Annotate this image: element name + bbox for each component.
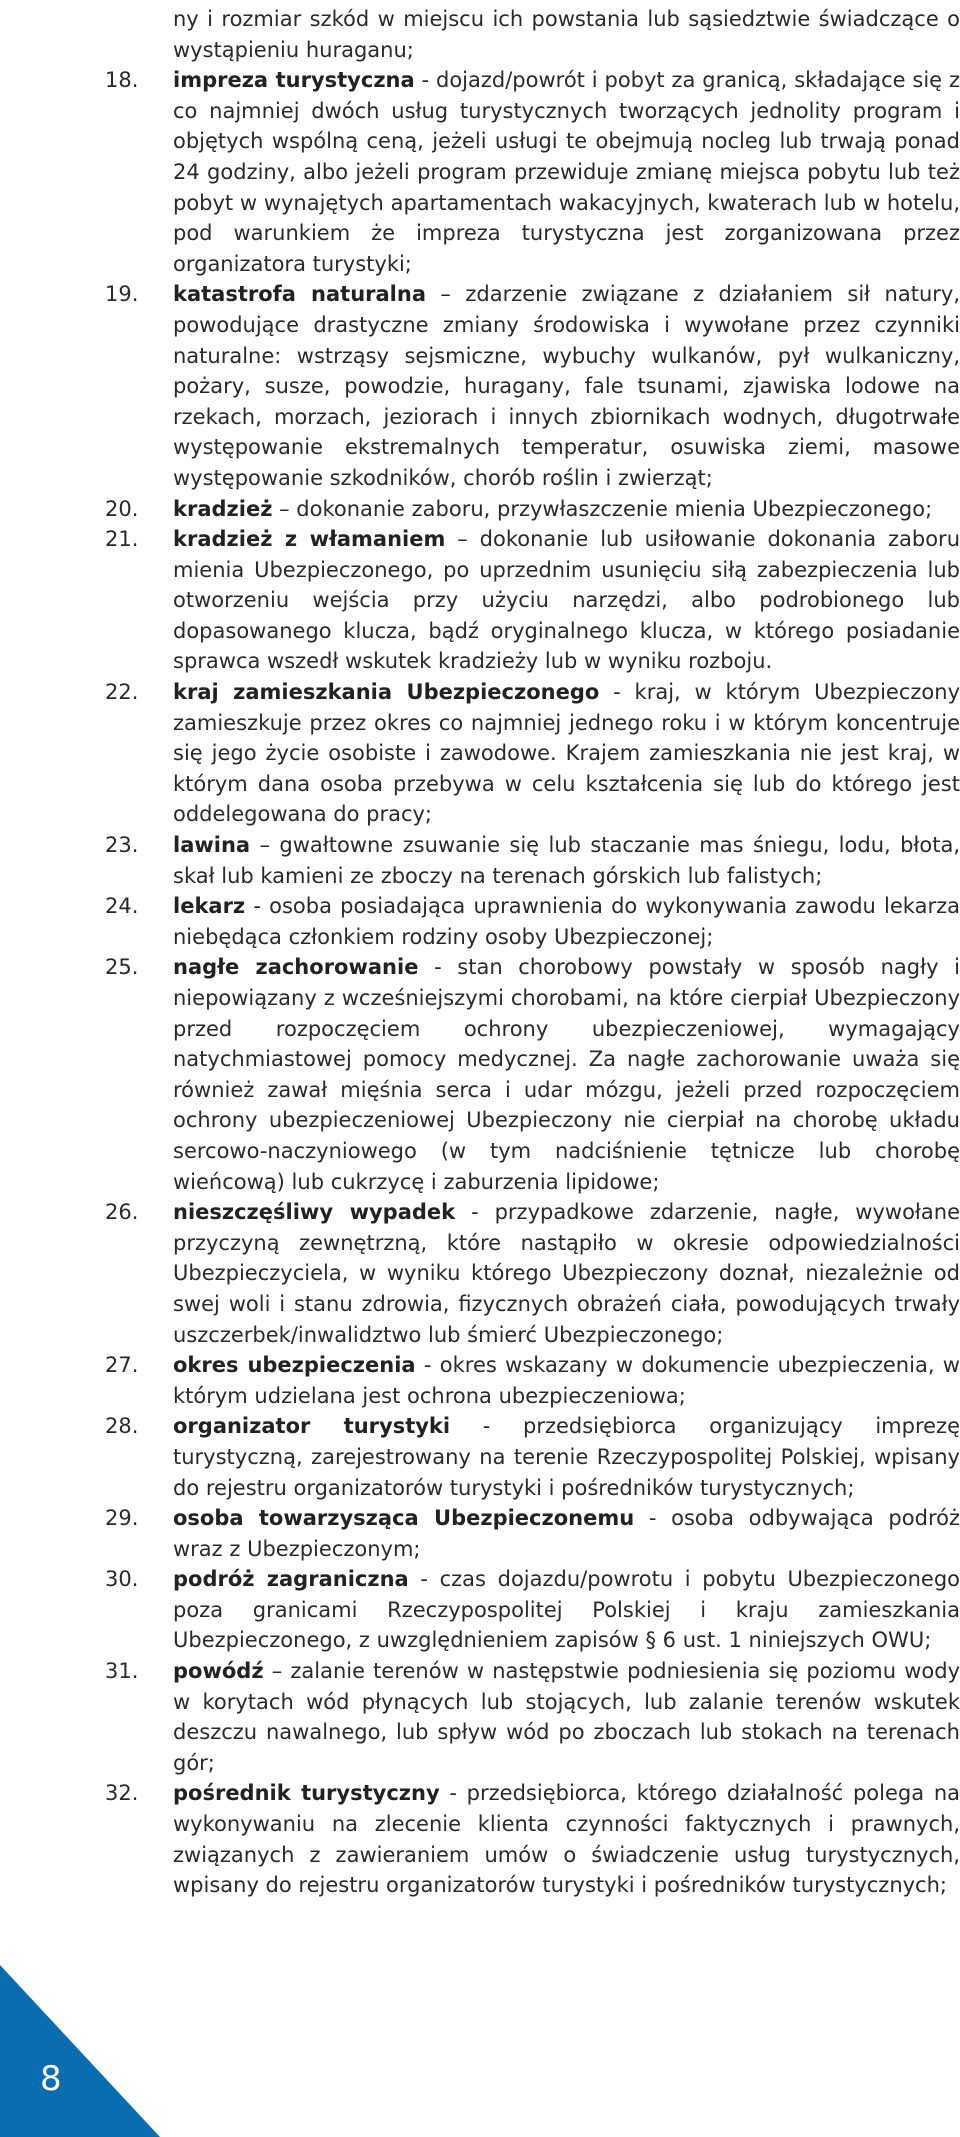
definition-term: kradzież z włamaniem	[173, 527, 446, 552]
definition-item-27	[105, 1350, 960, 1411]
definition-text	[173, 4, 960, 65]
definition-body: - dojazd/powrót i pobyt za granicą, składające się z co najmniej dwóch usług turystycznych tworzących jednolity program i objętych wspólną ceną, jeżeli usługi te obejmują nocleg lub trwają ponad 24 godziny, albo jeżeli program przewiduje zmianę miejsca pobytu lub też pobyt w wynajętych apartamentach wakacyjnych, kwaterach lub w hotelu, pod warunkiem że impreza turystyczna jest zorganizowana przez organizatora turystyki;	[173, 68, 960, 276]
item-number: 22.	[105, 680, 139, 705]
definition-term: pośrednik turystyczny	[173, 1781, 440, 1806]
definition-body: - okres wskazany w dokumencie ubezpieczenia, w którym udzielana jest ochrona ubezpieczeniowa;	[173, 1353, 960, 1408]
definition-text	[173, 1197, 960, 1350]
definition-body: - osoba posiadająca uprawnienia do wykonywania zawodu lekarza niebędąca członkiem rodziny osoby Ubezpieczonej;	[173, 894, 960, 949]
definition-body: - przypadkowe zdarzenie, nagłe, wywołane przyczyną zewnętrzną, które nastąpiło w okresie odpowiedzialności Ubezpieczyciela, w wyniku którego Ubezpieczony doznał, niezależnie od swej woli i stanu zdrowia, fizycznych obrażeń ciała, powodujących trwały uszczerbek/inwalidztwo lub śmierć Ubezpieczonego;	[173, 1200, 960, 1347]
definition-body: – dokonanie lub usiłowanie dokonania zaboru mienia Ubezpieczonego, po uprzednim usunięciu siłą zabezpieczenia lub otworzeniu wejścia przy użyciu narzędzi, albo podrobionego lub dopasowanego klucza, bądź oryginalnego klucza, w którego posiadanie sprawca wszedł wskutek kradzieży lub w wyniku rozboju.	[173, 527, 960, 674]
definition-item-32	[105, 1778, 960, 1900]
item-number: 24.	[105, 894, 139, 919]
definition-term: organizator turystyki	[173, 1414, 451, 1439]
definition-term: lawina	[173, 833, 251, 858]
definition-body: - przedsiębiorca organizujący imprezę turystyczną, zarejestrowany na terenie Rzeczypospolitej Polskiej, wpisany do rejestru organizatorów turystyki i pośredników turystycznych;	[173, 1414, 960, 1500]
definition-text	[173, 279, 960, 493]
item-number: 18.	[105, 68, 139, 93]
definitions-list	[105, 4, 960, 1901]
item-number: 23.	[105, 833, 139, 858]
definition-text	[173, 494, 960, 525]
item-number: 30.	[105, 1567, 139, 1592]
definition-item-22	[105, 677, 960, 830]
definition-item-19	[105, 279, 960, 493]
definition-item-23	[105, 830, 960, 891]
definition-term: nagłe zachorowanie	[173, 955, 419, 980]
definition-item-20	[105, 494, 960, 525]
item-number: 20.	[105, 496, 139, 521]
page-number: 8	[40, 2059, 62, 2099]
definition-text	[173, 65, 960, 279]
definition-term: impreza turystyczna	[173, 68, 415, 93]
item-number: 29.	[105, 1506, 139, 1531]
definition-body: – gwałtowne zsuwanie się lub staczanie mas śniegu, lodu, błota, skał lub kamieni ze zboczy na terenach górskich lub falistych;	[173, 833, 960, 888]
definition-text	[173, 677, 960, 830]
definition-term: kraj zamieszkania Ubezpieczonego	[173, 680, 600, 705]
item-number: 32.	[105, 1781, 139, 1806]
definition-term: nieszczęśliwy wypadek	[173, 1200, 456, 1225]
item-number: 28.	[105, 1414, 139, 1439]
corner-triangle	[0, 1965, 160, 2137]
definition-term: osoba towarzysząca Ubezpieczonemu	[173, 1506, 635, 1531]
definition-body: - przedsiębiorca, którego działalność polega na wykonywaniu na zlecenie klienta czynności faktycznych i prawnych, związanych z zawieraniem umów o świadczenie usług turystycznych, wpisany do rejestru organizatorów turystyki i pośredników turystycznych;	[173, 1781, 960, 1898]
definition-text	[173, 1503, 960, 1564]
item-number: 25.	[105, 955, 139, 980]
definition-term: kradzież	[173, 496, 273, 521]
definition-text	[173, 830, 960, 891]
corner-triangle-shape	[0, 1965, 160, 2137]
item-number: 26.	[105, 1200, 139, 1225]
definition-item-26	[105, 1197, 960, 1350]
item-number: 21.	[105, 527, 139, 552]
definition-body: - osoba odbywająca podróż wraz z Ubezpieczonym;	[173, 1506, 960, 1561]
definition-item-24	[105, 891, 960, 952]
definition-term: podróż zagraniczna	[173, 1567, 409, 1592]
definition-body: – zalanie terenów w następstwie podniesienia się poziomu wody w korytach wód płynących lub stojących, lub zalanie terenów wskutek deszczu nawalnego, lub spływ wód po zboczach lub stokach na terenach gór;	[173, 1659, 960, 1775]
definition-body: – dokonanie zaboru, przywłaszczenie mienia Ubezpieczonego;	[272, 496, 933, 521]
definition-term: okres ubezpieczenia	[173, 1353, 416, 1378]
definition-body: - kraj, w którym Ubezpieczony zamieszkuje przez okres co najmniej jednego roku i w którym koncentruje się jego życie osobiste i zawodowe. Krajem zamieszkania nie jest kraj, w którym dana osoba przebywa w celu kształcenia się lub do którego jest oddelegowana do pracy;	[173, 680, 960, 827]
definition-text	[173, 891, 960, 952]
definition-item-25	[105, 952, 960, 1197]
definition-item-17-continued	[105, 4, 960, 65]
definition-text	[173, 1656, 960, 1778]
definition-body: ny i rozmiar szkód w miejscu ich powstania lub sąsiedztwie świadczące o wystąpieniu huraganu;	[173, 7, 960, 62]
definition-item-29	[105, 1503, 960, 1564]
item-number: 19.	[105, 282, 139, 307]
page-corner-badge	[0, 1965, 160, 2137]
item-number: 31.	[105, 1659, 139, 1684]
item-number: 27.	[105, 1353, 139, 1378]
definition-item-28	[105, 1411, 960, 1503]
definition-text	[173, 952, 960, 1197]
definition-text	[173, 1564, 960, 1656]
definition-text	[173, 1778, 960, 1900]
definition-item-30	[105, 1564, 960, 1656]
definition-text	[173, 1350, 960, 1411]
definition-body: - czas dojazdu/powrotu i pobytu Ubezpieczonego poza granicami Rzeczypospolitej Polskiej i kraju zamieszkania Ubezpieczonego, z uwzględnieniem zapisów § 6 ust. 1 niniejszych OWU;	[173, 1567, 960, 1653]
definition-text	[173, 1411, 960, 1503]
definition-body: - stan chorobowy powstały w sposób nagły i niepowiązany z wcześniejszymi chorobami, na które cierpiał Ubezpieczony przed rozpoczęciem ochrony ubezpieczeniowej, wymagający natychmiastowej pomocy medycznej. Za nagłe zachorowanie uważa się również zawał mięśnia serca i udar mózgu, jeżeli przed rozpoczęciem ochrony ubezpieczeniowej Ubezpieczony nie cierpiał na chorobę układu sercowo-naczyniowego (w tym nadciśnienie tętnicze lub chorobę wieńcową) lub cukrzycę i zaburzenia lipidowe;	[173, 955, 960, 1194]
definition-term: katastrofa naturalna	[173, 282, 426, 307]
definition-item-18	[105, 65, 960, 279]
definition-text	[173, 524, 960, 677]
definition-item-31	[105, 1656, 960, 1778]
definition-term: powódź	[173, 1659, 264, 1684]
definition-item-21	[105, 524, 960, 677]
definition-term: lekarz	[173, 894, 246, 919]
definition-body: – zdarzenie związane z działaniem sił natury, powodujące drastyczne zmiany środowiska i wywołane przez czynniki naturalne: wstrząsy sejsmiczne, wybuchy wulkanów, pył wulkaniczny, pożary, susze, powodzie, huragany, fale tsunami, zjawiska lodowe na rzekach, morzach, jeziorach i innych zbiornikach wodnych, długotrwałe występowanie ekstremalnych temperatur, osuwiska ziemi, masowe występowanie szkodników, chorób roślin i zwierząt;	[173, 282, 960, 490]
